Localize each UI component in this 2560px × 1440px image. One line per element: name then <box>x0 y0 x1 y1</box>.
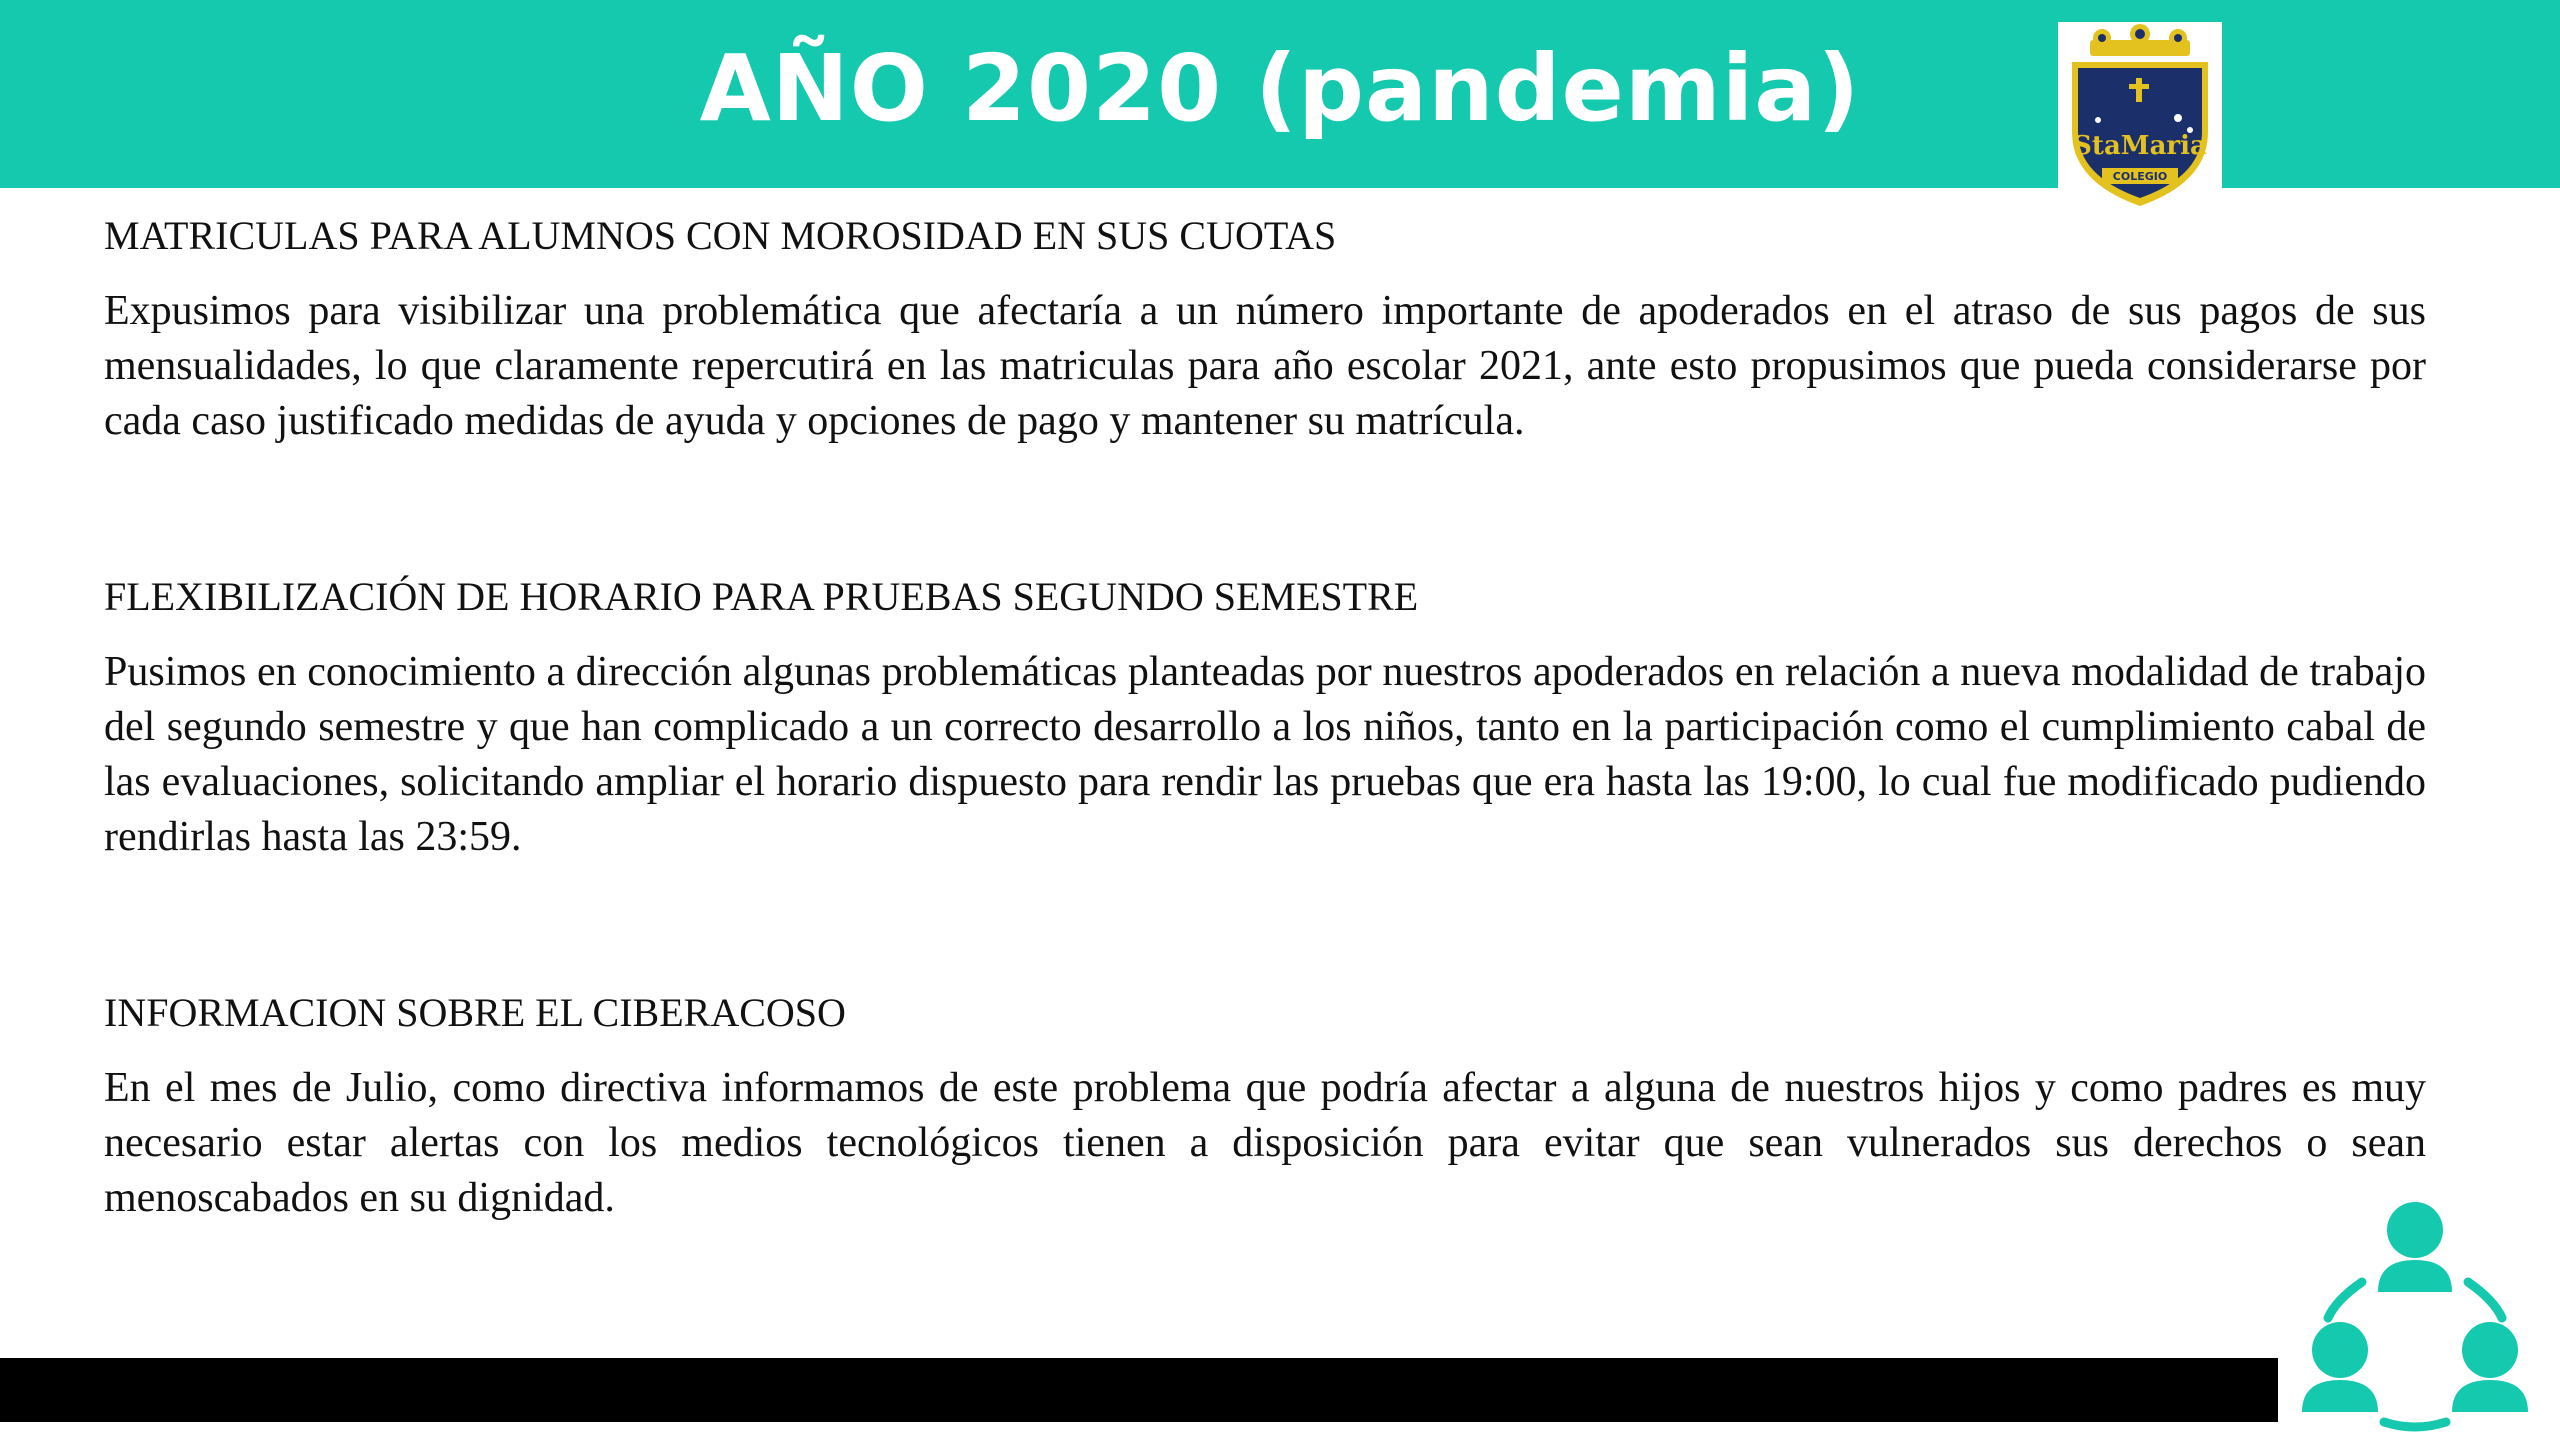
section-heading: FLEXIBILIZACIÓN DE HORARIO PARA PRUEBAS SEGUNDO SEMESTRE <box>104 574 1419 619</box>
content <box>104 208 2426 1226</box>
footer-bar <box>0 1358 2278 1422</box>
section-horario <box>104 569 2426 865</box>
crest-icon <box>2058 22 2222 214</box>
section-body: En el mes de Julio, como directiva informamos de este problema que podría afectar a alguna de nuestros hijos y como padres es muy necesario estar alertas con los medios tecnológicos tienen a disposición para evitar que sean vulnerados sus derechos o sean menoscabados en su dignidad. <box>104 1065 2426 1221</box>
section-heading: MATRICULAS PARA ALUMNOS CON MOROSIDAD EN SUS CUOTAS <box>104 213 1337 258</box>
section-ciberacoso <box>104 985 2426 1226</box>
section-body: Expusimos para visibilizar una problemática que afectaría a un número importante de apoderados en el atraso de sus pagos de sus mensualidades, lo que claramente repercutirá en las matriculas para año escolar 2021, ante esto propusimos que pueda considerarse por cada caso justificado medidas de ayuda y opciones de pago y mantener su matrícula. <box>104 288 2426 444</box>
section-heading: INFORMACION SOBRE EL CIBERACOSO <box>104 990 846 1035</box>
section-morosidad <box>104 208 2426 449</box>
section-body: Pusimos en conocimiento a dirección algunas problemáticas planteadas por nuestros apoderados en relación a nueva modalidad de trabajo del segundo semestre y que han complicado a un correcto desarrollo a los niños, tanto en la participación como el cumplimiento cabal de las evaluaciones, solicitando ampliar el horario dispuesto para rendir las pruebas que era hasta las 19:00, lo cual fue modificado pudiendo rendirlas hasta las 23:59. <box>104 649 2426 860</box>
school-logo <box>2058 22 2222 214</box>
crest-text: StaMaria <box>2073 131 2207 161</box>
crest-subtext: COLEGIO <box>2112 170 2168 183</box>
people-network-icon <box>2300 1196 2530 1432</box>
page-title: AÑO 2020 (pandemia) <box>699 35 1861 142</box>
